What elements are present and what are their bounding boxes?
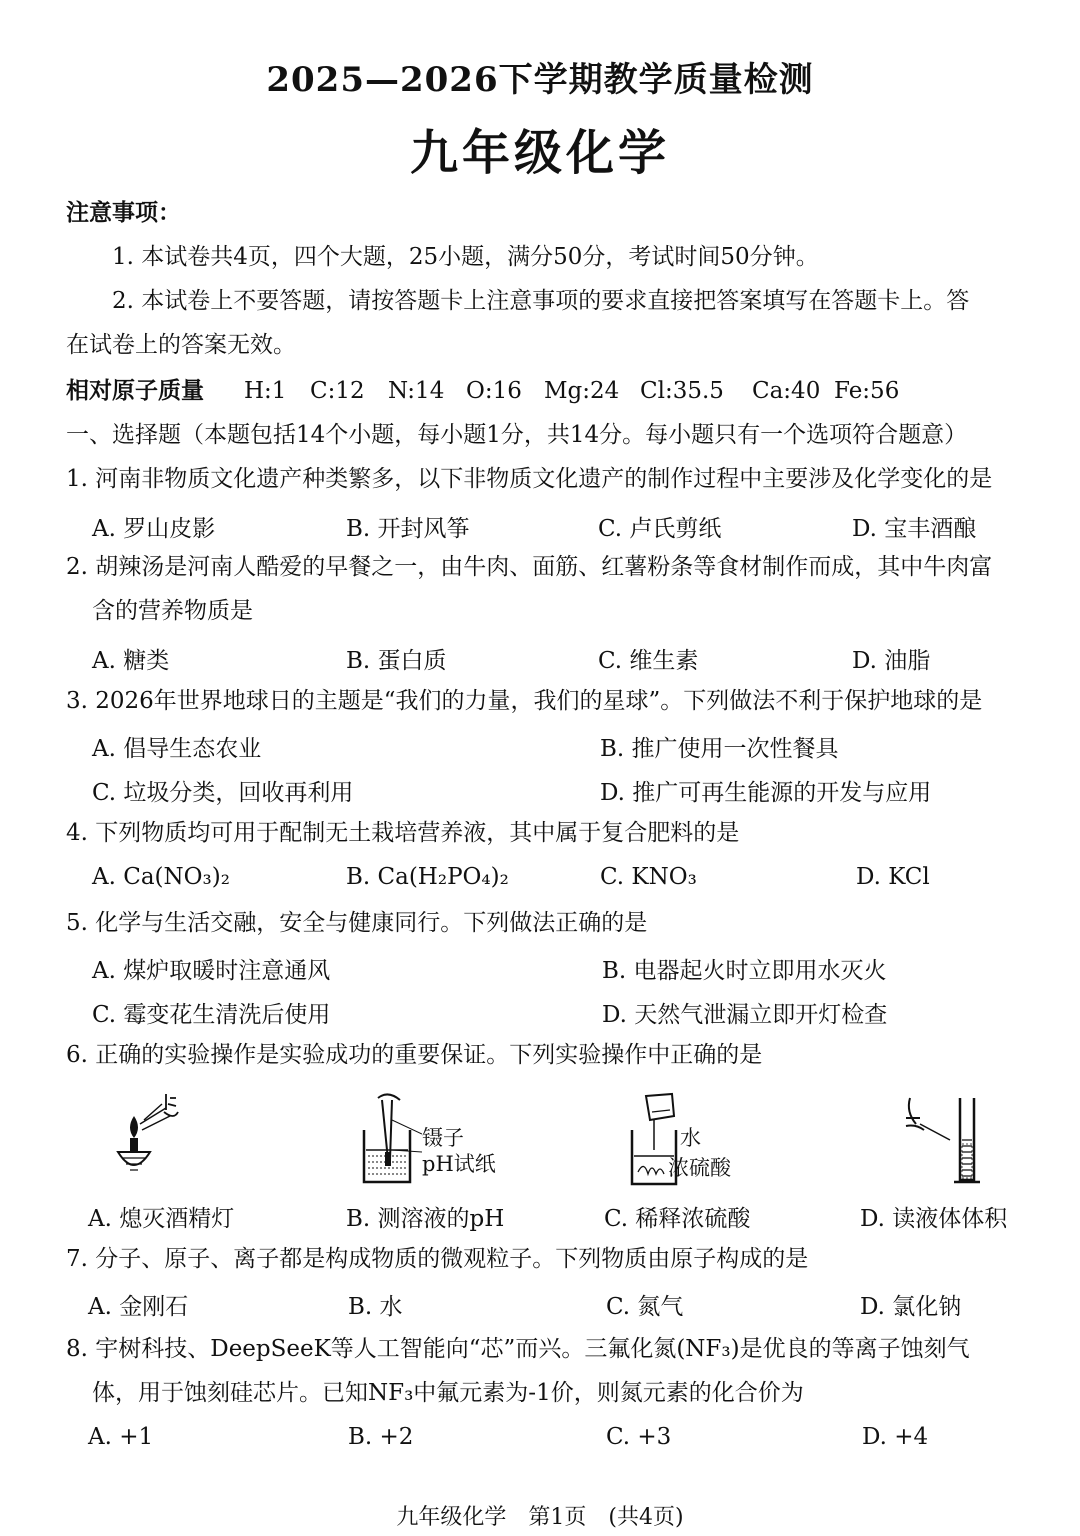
atomic-mass-label: 相对原子质量 bbox=[66, 377, 204, 404]
atomic-mass-mg: Mg:24 bbox=[544, 378, 620, 404]
q5-option-d: D. 天然气泄漏立即开灯检查 bbox=[602, 1002, 888, 1028]
q6-figure-b bbox=[352, 1090, 422, 1190]
page-footer: 九年级化学 第1页 (共4页) bbox=[396, 1505, 684, 1530]
q4-option-a: A. Ca(NO₃)₂ bbox=[92, 864, 230, 890]
q8-option-b: B. +2 bbox=[348, 1424, 414, 1450]
atomic-mass-ca: Ca:40 bbox=[752, 378, 821, 404]
q8-stem-line2: 体，用于蚀刻硅芯片。已知NF₃中氟元素为-1价，则氮元素的化合价为 bbox=[92, 1380, 804, 1406]
atomic-mass-n: N:14 bbox=[388, 378, 445, 404]
q2-option-c: C. 维生素 bbox=[598, 648, 699, 674]
q4-option-b: B. Ca(H₂PO₄)₂ bbox=[346, 864, 509, 890]
atomic-mass-c: C:12 bbox=[310, 378, 365, 404]
q8-option-d: D. +4 bbox=[862, 1424, 929, 1450]
q8-stem-line1: 8. 宇树科技、DeepSeeK等人工智能向“芯”而兴。三氟化氮(NF₃)是优良的等离子蚀刻气 bbox=[66, 1336, 970, 1362]
q8-option-a: A. +1 bbox=[88, 1424, 154, 1450]
q7-option-a: A. 金刚石 bbox=[88, 1294, 189, 1320]
q6-figure-b-label-tweezers: 镊子 bbox=[422, 1126, 464, 1150]
q7-option-d: D. 氯化钠 bbox=[860, 1294, 962, 1320]
q2-option-d: D. 油脂 bbox=[852, 648, 931, 674]
q6-figure-b-label-ph-paper: pH试纸 bbox=[422, 1152, 496, 1176]
q6-stem: 6. 正确的实验操作是实验成功的重要保证。下列实验操作中正确的是 bbox=[66, 1042, 763, 1068]
atomic-mass-cl: Cl:35.5 bbox=[640, 378, 724, 404]
q5-option-c: C. 霉变花生清洗后使用 bbox=[92, 1002, 331, 1028]
q5-option-b: B. 电器起火时立即用水灭火 bbox=[602, 958, 887, 984]
q1-option-c: C. 卢氏剪纸 bbox=[598, 516, 722, 542]
q5-option-a: A. 煤炉取暖时注意通风 bbox=[92, 958, 331, 984]
notice-heading: 注意事项： bbox=[66, 199, 181, 226]
q5-stem: 5. 化学与生活交融，安全与健康同行。下列做法正确的是 bbox=[66, 910, 648, 936]
q3-option-a: A. 倡导生态农业 bbox=[92, 736, 262, 762]
notice-item-2-line1: 2. 本试卷上不要答题，请按答题卡上注意事项的要求直接把答案填写在答题卡上。答 bbox=[112, 288, 970, 314]
q7-option-c: C. 氮气 bbox=[606, 1294, 684, 1320]
subject-title: 九年级化学 bbox=[409, 125, 670, 181]
q8-option-c: C. +3 bbox=[606, 1424, 672, 1450]
q1-stem: 1. 河南非物质文化遗产种类繁多，以下非物质文化遗产的制作过程中主要涉及化学变化的是 bbox=[66, 466, 993, 492]
ph-test-beaker-icon bbox=[352, 1090, 422, 1190]
q6-figure-c-label-acid: 浓硫酸 bbox=[668, 1156, 731, 1180]
q2-option-a: A. 糖类 bbox=[92, 648, 170, 674]
q1-option-d: D. 宝丰酒酿 bbox=[852, 516, 977, 542]
q1-option-a: A. 罗山皮影 bbox=[92, 516, 216, 542]
q6-figure-c-label-water: 水 bbox=[680, 1126, 701, 1150]
q6-figure-d bbox=[896, 1090, 986, 1190]
atomic-mass-fe: Fe:56 bbox=[834, 378, 900, 404]
notice-item-2-line2: 在试卷上的答案无效。 bbox=[66, 332, 296, 358]
q4-option-d: D. KCl bbox=[856, 864, 930, 890]
q4-option-c: C. KNO₃ bbox=[600, 864, 697, 890]
q6-figure-a bbox=[104, 1090, 194, 1185]
section-1-heading: 一、选择题（本题包括14个小题，每小题1分，共14分。每小题只有一个选项符合题意） bbox=[66, 422, 968, 448]
atomic-mass-h: H:1 bbox=[244, 378, 287, 404]
q6-option-d: D. 读液体体积 bbox=[860, 1206, 1008, 1232]
q3-option-d: D. 推广可再生能源的开发与应用 bbox=[600, 780, 932, 806]
q7-option-b: B. 水 bbox=[348, 1294, 403, 1320]
q7-stem: 7. 分子、原子、离子都是构成物质的微观粒子。下列物质由原子构成的是 bbox=[66, 1246, 809, 1272]
notice-item-1: 1. 本试卷共4页，四个大题，25小题，满分50分，考试时间50分钟。 bbox=[112, 244, 819, 270]
q1-option-b: B. 开封风筝 bbox=[346, 516, 470, 542]
atomic-mass-o: O:16 bbox=[466, 378, 522, 404]
q4-stem: 4. 下列物质均可用于配制无土栽培营养液，其中属于复合肥料的是 bbox=[66, 820, 740, 846]
exam-title: 2025—2026下学期教学质量检测 bbox=[266, 60, 814, 100]
q3-option-c: C. 垃圾分类，回收再利用 bbox=[92, 780, 354, 806]
q6-option-b: B. 测溶液的pH bbox=[346, 1206, 505, 1232]
q2-stem-line1: 2. 胡辣汤是河南人酷爱的早餐之一，由牛肉、面筋、红薯粉条等食材制作而成，其中牛肉富 bbox=[66, 554, 993, 580]
q6-option-a: A. 熄灭酒精灯 bbox=[88, 1206, 235, 1232]
q6-option-c: C. 稀释浓硫酸 bbox=[604, 1206, 751, 1232]
q3-option-b: B. 推广使用一次性餐具 bbox=[600, 736, 839, 762]
q2-stem-line2: 含的营养物质是 bbox=[92, 598, 253, 624]
graduated-cylinder-eye-icon bbox=[896, 1090, 986, 1190]
alcohol-lamp-blow-icon bbox=[104, 1090, 194, 1185]
q2-option-b: B. 蛋白质 bbox=[346, 648, 447, 674]
q3-stem: 3. 2026年世界地球日的主题是“我们的力量，我们的星球”。下列做法不利于保护地球的是 bbox=[66, 688, 983, 714]
